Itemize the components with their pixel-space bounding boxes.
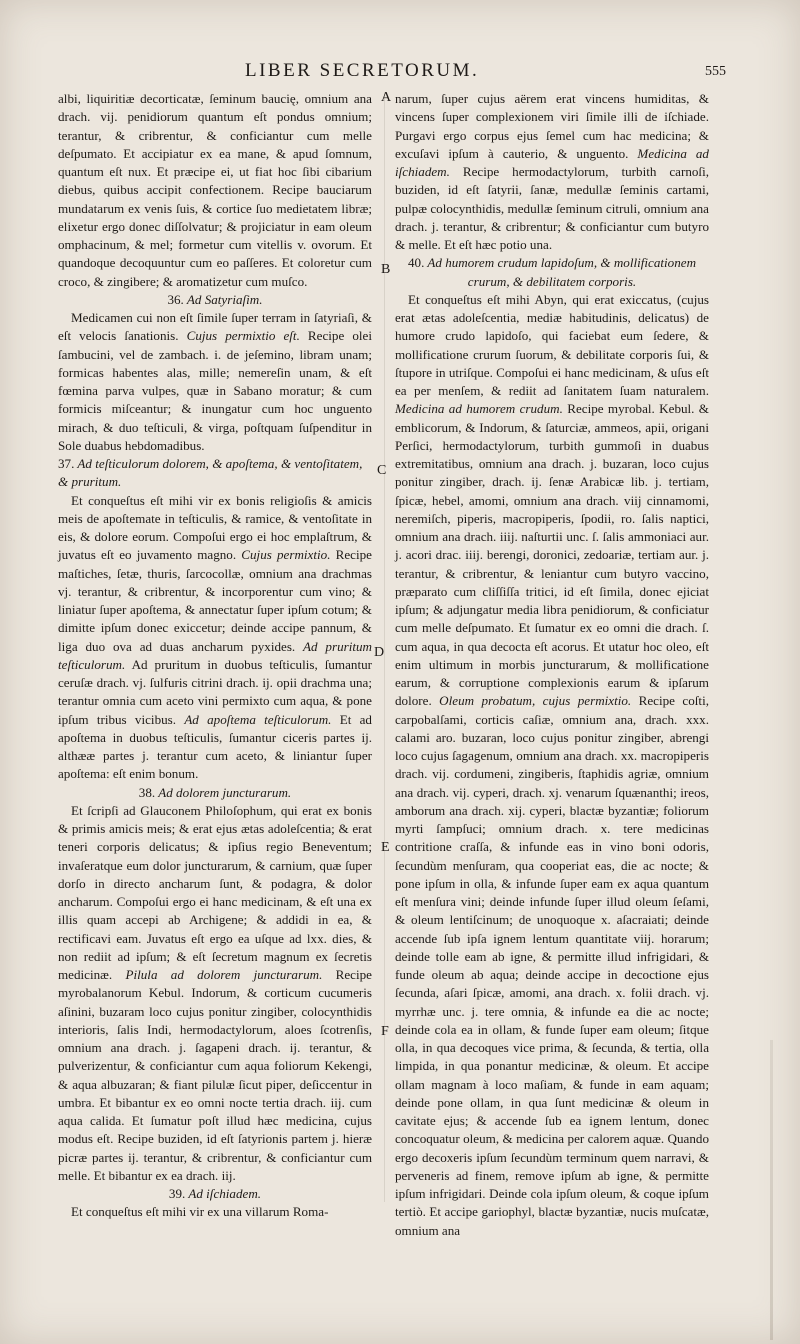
margin-letter-b: B xyxy=(381,262,391,277)
margin-letter-a: A xyxy=(381,90,392,105)
text-run: Recipe myrobalanorum Kebul. Indorum, & corticum cucumeris aſinini, buzaram loco cujus ponitur zingiber, colocynthidis interioris, ſalis Indi, hermodactylorum, aloes ſcotrenſis, omnium ana drach. j. ſagapeni drach. ij. terantur, & pulverizentur, & conficiantur cum aqua foliorum Kekengi, & aqua albuzaran; & fiant pilulæ ſicut piper, deſiccentur in umbra. Et bibantur ex eo omni nocte tertia drach. iij. cum aqua calida. Et ſumatur poſt illud hæc medicina, cujus modus eſt. Recipe buziden, id eſt ſatyrionis partem j. hieræ picræ partes ij. terantur, & cribrentur, & conficiantur cum melle. Et bibantur ex ea drach. iij. xyxy=(58,967,372,1183)
section-number: 37. xyxy=(58,456,75,471)
text-run: albi, liquiritiæ decorticatæ, ſeminum baucię, omnium ana drach. vij. penidiorum quantum eſt pondus omnium; terantur, & cribrentur, & conficiantur cum melle deſpumato. Et accipiatur ex ea mane, & apud ſomnum, quantum eſt nux. Et præcipe ei, ut fiat hoc ſibi cibarium diebus, quibus accipit confectionem. Recipe bauciarum mundatarum ex venis ſuis, & cortice ſuo medietatem libræ; elixetur ergo donec diſſolvatur; & projiciatur in eam oleum omphacinum, & mel; formetur cum vitellis v. ovorum. Et quandoque decoquuntur cum eo paſſeres. Et coloretur cum croco, & zingibere; & aromatizetur cum muſco. xyxy=(58,91,372,289)
page-number: 555 xyxy=(705,64,726,79)
section-number: 40. xyxy=(407,255,425,271)
paragraph xyxy=(58,1203,372,1221)
text-run: Medicamen cui non eſt ſimile ſuper terram in ſatyriaſi, & eſt velocis ſanationis. xyxy=(58,310,372,344)
left-column xyxy=(58,90,372,1222)
text-run: Ad pruritum in duobus teſticulis, ſumantur ceruſæ drach. vj. ſulfuris citrini drach. ij. opii drachma una; terantur omnia cum aceto vini permixto cum aqua, & pone ipſum tribus vicibus. xyxy=(58,656,372,727)
italic-label: Medicina ad iſchiadem. xyxy=(395,145,709,179)
right-column xyxy=(395,90,709,1240)
italic-label: Pilula ad dolorem juncturarum. xyxy=(125,967,323,982)
italic-label: Oleum probatum, cujus permixtio. xyxy=(439,693,632,709)
italic-label: Medicina ad humorem crudum. xyxy=(395,401,563,417)
text-run: Recipe myrobal. Kebul. & emblicorum, & Indorum, & ſaturciæ, ammeos, apii, origani Perſici, hermodactylorum, turbith gummoſi in duabus extremitatibus, omnium ana drach. j. buzaran, loco cujus ponitur zingiber, drach. ij. ſenæ Arabicæ lib. j. tertiam, ſpicæ, hebel, amomi, omnium ana drach. viij cinnamomi, neremiſch, piperis, macropiperis, ſpodii, ro. ſalis naptici, omnium ana drach. iiij. naſturtii unc. ſ. ſalis ammoniaci aur. j. acori drac. iiij. berengi, doronici, zedoariæ, tertiam aur. j. terantur, & cribrentur, & leniantur cum butyro vaccino, præparato cum cliſſiſſa tritici, id eſt ſimila, donec ejiciat ipſum; & adjungatur media libra penidiorum, & conficiatur cum melle deſpumato. Et ſumatur ex eo omni die drach. ſ. cum aqua, in qua decocta eſt acorus. Et utatur hoc oleo, eſt enim ultimum in morbis juncturarum, & mollificatione earum, & corruptione complexionis earum & ipſarum dolore. xyxy=(395,401,709,709)
text-run: Et ſcripſi ad Glauconem Philoſophum, qui erat ex bonis & primis amicis meis; & erat ejus ætas adoleſcentia; & erat teneri corporis delicatus; & ipſius regio Beneventum; invaſeratque eum dolor juncturarum, & carnium, quæ ſuper dorſo in directo ancharum ſunt, & podagra, & dolor ancharum. Compoſui ergo ei hanc medicinam, & eſt una ex illis quam accepi ab Archigene; & addidi in ea, & rectificavi eam. Juvatus eſt ergo ea uſque ad lxx. dies, & non rediit ad ipſum; & eſt ſecretum magnum ex ſecretis medicinæ. xyxy=(58,802,372,982)
text-run: Et conqueſtus eſt mihi vir ex una villarum Roma- xyxy=(71,1204,329,1220)
text-run: Recipe coſti, carpobalſami, corticis caſiæ, omnium ana, drach. xxx. calami aro. buzaran, loco cujus ponitur zingiber, abrengi loco cujus ſagagenum, omnium ana drach. xx. macropiperis drach. vij. cordumeni, zingiberis, ſtaphidis agriæ, omnium ana drach. vij. cyperi, drach. xj. venarum ſquænanthi; ireos, amborum ana drach. xij. cyperi, blactæ byzantiæ; foliorum myrti ſampſuci; omnium drach. x. tere medicinas contritione craſſa, & infunde eas in vino boni odoris, ſecundùm menſuram, qua cooperiat eas, die ac nocte; & pone ipſum in olla, & infunde ſuper eam ex aqua quantum eſt menſura vini; deinde infunde ſuper illud oleum ſeſami, & oleum lentiſcinum; de unoquoque x. aſacraiati; deinde accende ſub ipſa ignem lentum quantitate viij. horarum; deinde tolle eam ab igne, & permitte illud infrigidari, & funde oleum ab aqua; deinde accipe in decoctione ejus ſecunda, aſari ſpicæ, amomi, ana drach. x. folii drach. vj. myrrhæ unc. j. tere omnia, & infunde ea die ac nocte; deinde cola ea in ollam, & funde ſuper eam oleum; ſitque olla, in qua decoques vice prima, & ſecunda, & tertia, olla limpida, in qua ponantur medicinæ, & oleum. Et accipe ollam magnam à loco maſiam, & funde in eam aquam; deinde pone ollam, in qua ſunt medicinæ & oleum in cavitate ejus; & accende ſub ea ignem lentum, donec concoquatur oleum, & medicina per calorem aquæ. Quando ergo decoxeris ipſum ſecundùm terminum quem narravi, & perveneris ad finem, remove ipſum ab igne, & permitte ipſum infrigidari. Deinde cola ipſum oleum, & coque ipſum tertiò. Et accipe gariophyl, blactæ byzantiæ, nucis muſcatæ, omnium ana xyxy=(395,693,709,1238)
paragraph xyxy=(58,309,372,455)
paragraph xyxy=(58,90,372,291)
section-number: 36. xyxy=(167,291,184,307)
italic-label: Cujus permixtio. xyxy=(241,547,331,563)
section-heading-36 xyxy=(58,291,372,309)
margin-letter-e: E xyxy=(381,840,390,855)
margin-letter-f: F xyxy=(381,1024,389,1039)
running-title: LIBER SECRETORUM. xyxy=(245,60,480,81)
section-number: 39. xyxy=(168,1186,186,1201)
paragraph xyxy=(58,492,372,784)
paragraph xyxy=(395,90,709,254)
section-number: 38. xyxy=(138,784,156,800)
page-edge-shadow xyxy=(770,1040,773,1340)
section-title: Ad Satyriaſim. xyxy=(186,291,263,307)
margin-letter-c: C xyxy=(377,463,387,478)
section-heading-38 xyxy=(58,784,372,802)
italic-label: Ad pruritum teſticulorum. xyxy=(58,638,372,672)
paragraph xyxy=(395,291,709,1240)
italic-label: Ad apoſtema teſticulorum. xyxy=(184,711,332,727)
section-title: Ad humorem crudum lapidoſum, & mollificationem crurum, & debilitatem corporis. xyxy=(427,255,697,289)
margin-letter-d: D xyxy=(374,645,385,660)
text-run: Recipe hermodactylorum, turbith carnoſi, buziden, id eſt ſatyrii, ſanæ, medullæ ſeminis cartami, pulpæ colocynthidis, medullæ ſeminum citruli, omnium ana drach. j. terantur, & cribrentur; & conficiantur cum butyro & melle. Et eſt hæc potio una. xyxy=(395,164,709,252)
text-run: Recipe olei ſambucini, vel de zambach. i. de jeſemino, libram unam; formicas habentes alas, mille; nemereſin unam, & eſt fœmina parva vulpes, quæ in Sabano moratur; & cum formicis miſceantur; & inungatur cum hoc unguento mirach, & duo teſticuli, & virga, poſtquam ſuſpenditur in Sole duabus hebdomadibus. xyxy=(58,328,372,453)
section-heading-39 xyxy=(58,1185,372,1203)
paragraph xyxy=(58,802,372,1185)
text-run: Et conqueſtus eſt mihi vir ex bonis religioſis & amicis meis de apoſtemate in teſticulis, & ramice, & ventoſitate in eis, & dolore eorum. Compoſui ergo ei hoc emplaſtrum, & juvatus eſt eo juvamento magno. xyxy=(58,492,372,563)
italic-label: Cujus permixtio eſt. xyxy=(186,328,300,344)
text-run: Et ad apoſtema in duobus teſticulis, ſumantur ciceris partes ij. althææ partes j. terantur cum aceto, & liniantur ſuper apoſtema: eſt enim bonum. xyxy=(58,711,372,782)
page-header xyxy=(0,60,800,88)
section-heading-37 xyxy=(58,455,372,492)
section-title: Ad iſchiadem. xyxy=(188,1186,262,1201)
section-title: Ad teſticulorum dolorem, & apoſtema, & ventoſitatem, & pruritum. xyxy=(58,456,363,490)
text-run: Et conqueſtus eſt mihi Abyn, qui erat exiccatus, (cujus erat ætas adoleſcentia, mediæ habitudinis, delicatus) de humore crudo lapidoſo, qui faciebat eum ſedere, & mollificatione crurum ſuorum, & debilitate corporis ſui, & ſtupore in utriſque. Compoſui ei hanc medicinam, & uſus eſt ea per menſem, & rediit ad ſanitatem ſuam naturalem. xyxy=(395,291,709,398)
text-run: Recipe maſtiches, ſetæ, thuris, ſarcocollæ, omnium ana drachmas vj. terantur, & cribrentur, & incorporentur cum vino; & liniatur ſuper apoſtema, & annectatur ſuper ipſum cotum; & dimitte ipſum donec exiccetur; deinde accipe pannum, & liga duo ova ad duas ancharum pyxides. xyxy=(58,547,372,654)
text-run: narum, ſuper cujus aërem erat vincens humiditas, & vincens ſuper complexionem viri ſimile illi de iſchiade. Purgavi ergo corpus ejus ſemel cum hac medicina; & excuſavi ipſum à cauterio, & unguento. xyxy=(395,91,709,161)
section-title: Ad dolorem juncturarum. xyxy=(158,784,292,800)
section-heading-40 xyxy=(395,254,709,291)
